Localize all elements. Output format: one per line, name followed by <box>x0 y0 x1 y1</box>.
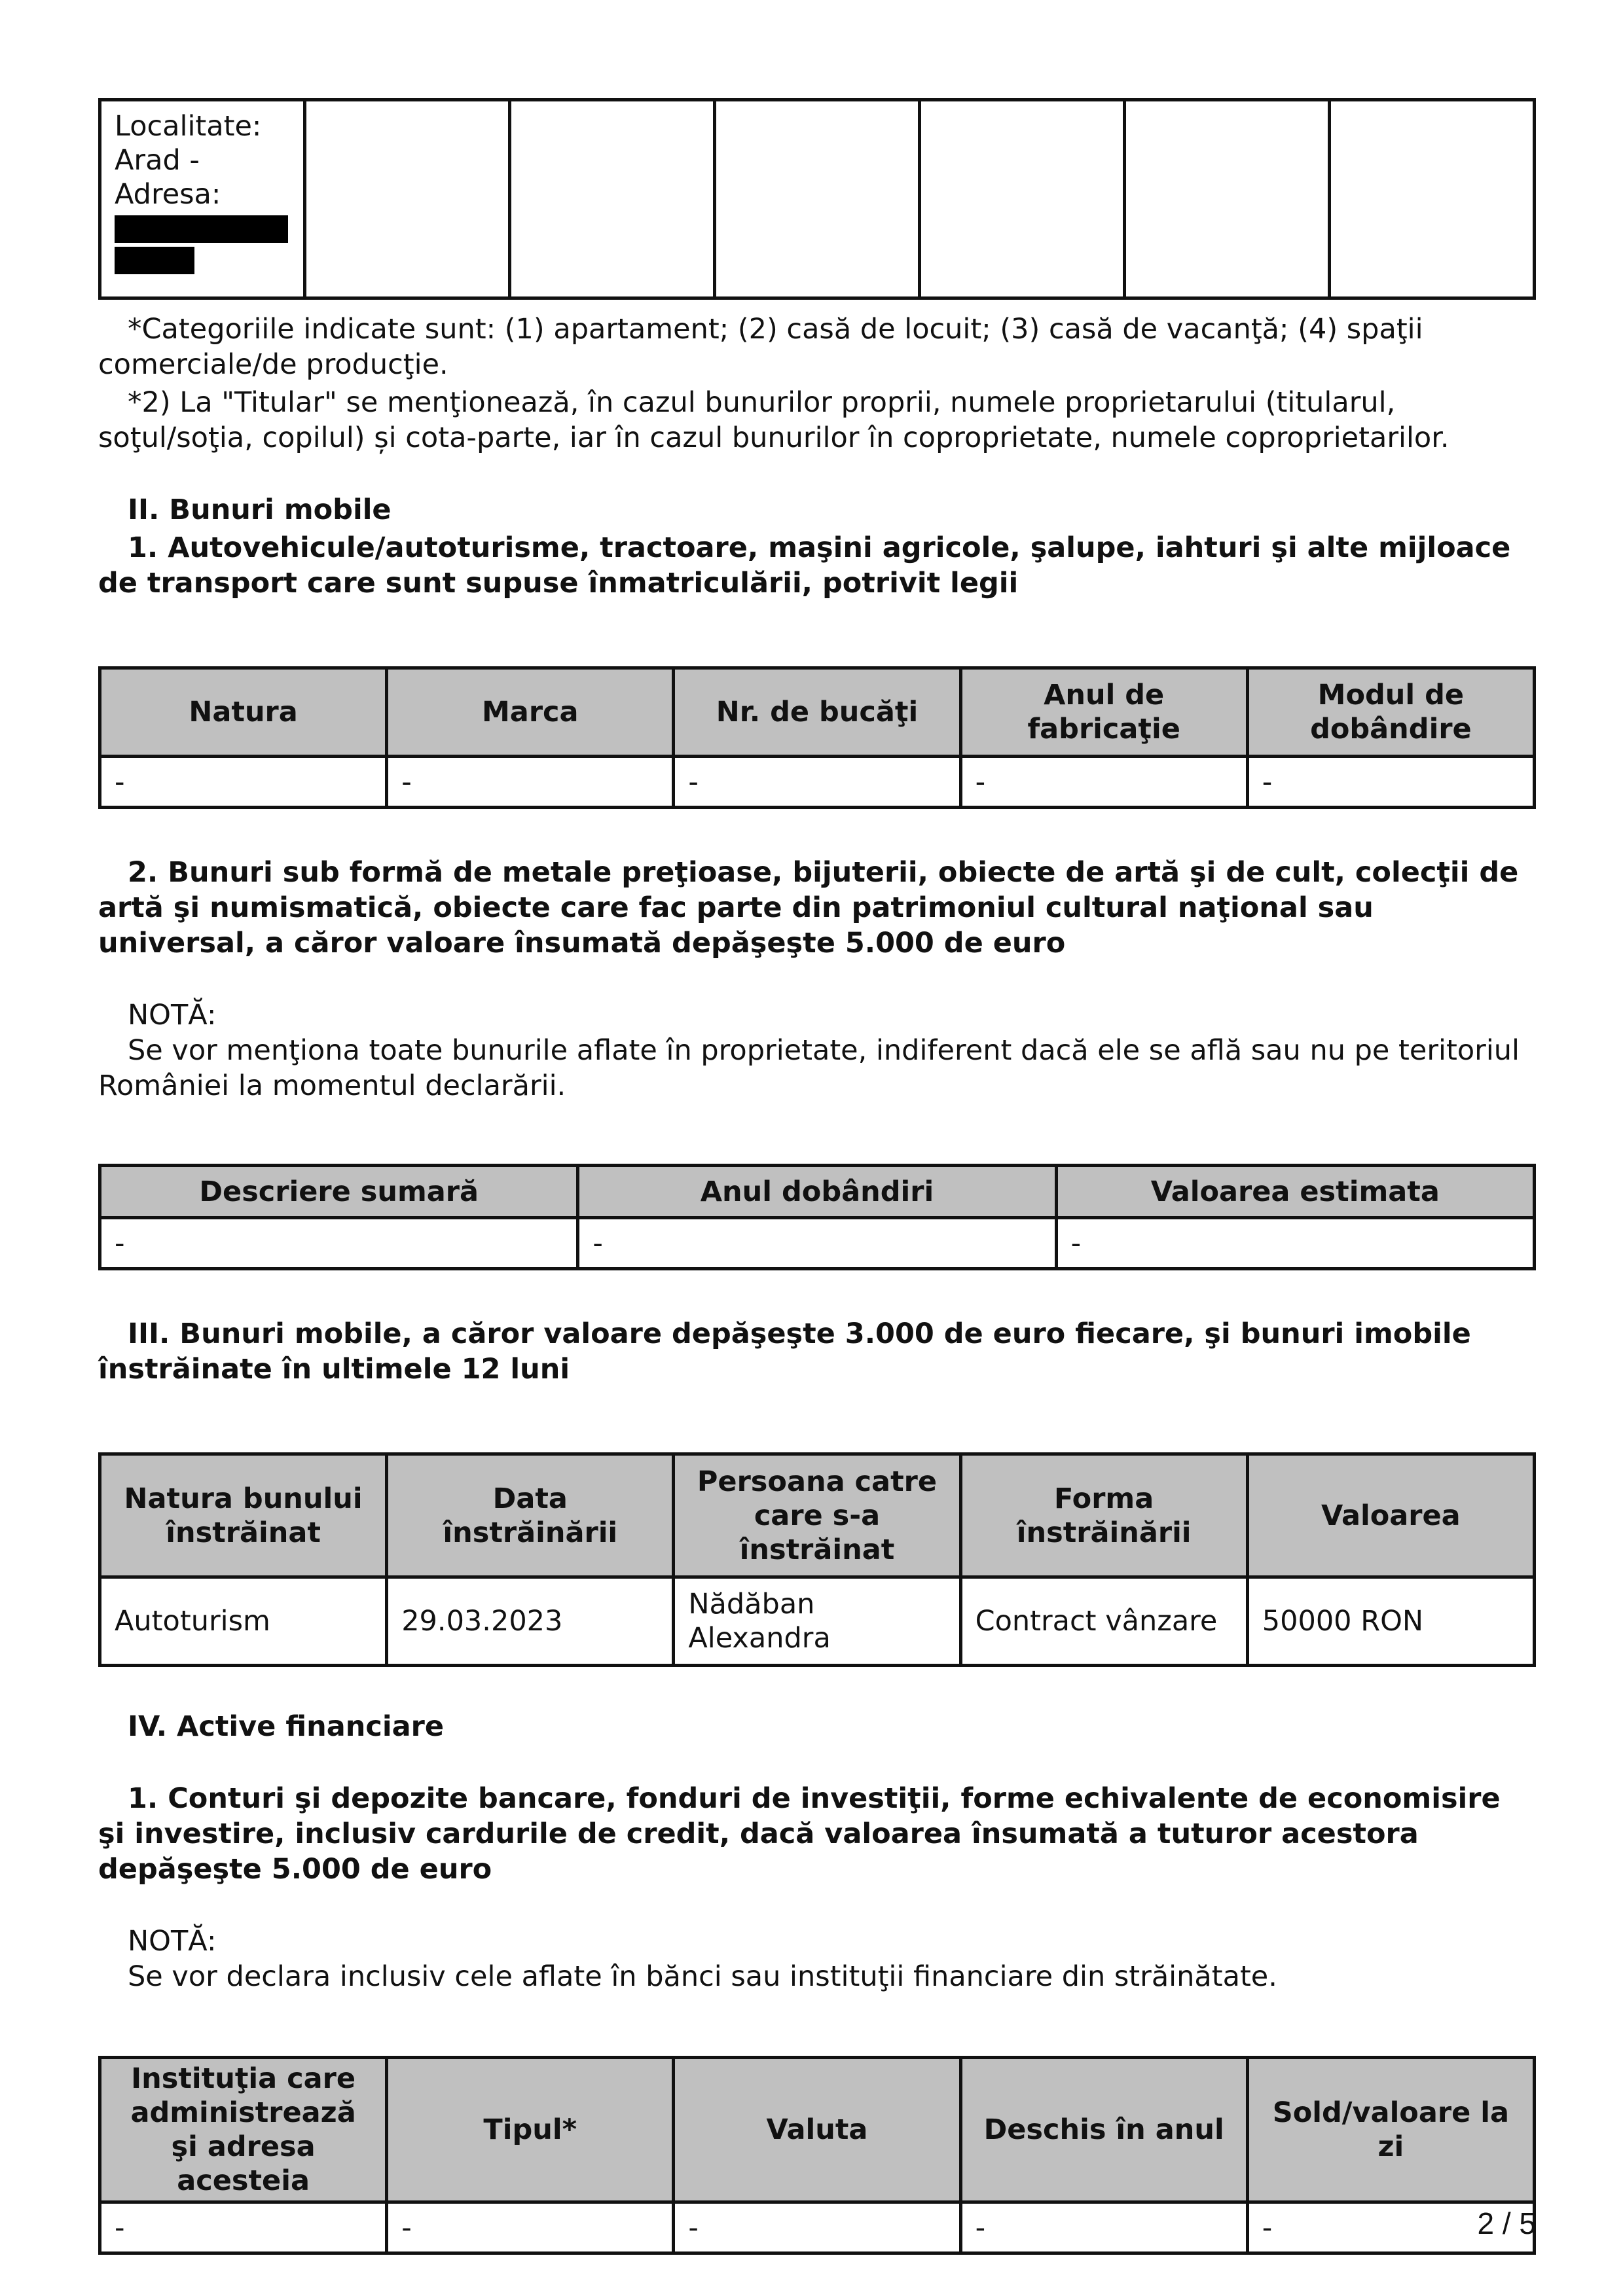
address-line: Localitate: <box>115 110 262 143</box>
section-title: II. Bunuri mobile <box>128 493 392 526</box>
column-header: Anul de fabricaţie <box>960 668 1247 757</box>
table-header-row <box>100 2058 1535 2202</box>
table-row <box>100 1577 1535 1666</box>
table-cell: - <box>100 1218 578 1269</box>
subsection-title: 2. Bunuri sub formă de metale preţioase, bijuterii, obiecte de artă şi de cult, colecţii de artă şi numismatică, obiecte care fac parte din patrimoniul cultural naţional sau universal, a căror valoare însumată depăşeşte 5.000 de euro <box>98 856 1519 960</box>
table-header-row <box>100 1166 1535 1218</box>
column-header: Deschis în anul <box>960 2058 1247 2202</box>
table-cell: - <box>674 2202 960 2253</box>
column-header: Persoana catre care s-a înstrăinat <box>674 1454 960 1577</box>
column-header: Marca <box>387 668 674 757</box>
table-cell: - <box>578 1218 1056 1269</box>
table-cell: - <box>1056 1218 1534 1269</box>
empty-cell <box>1125 100 1330 298</box>
section-title: IV. Active financiare <box>128 1710 444 1743</box>
nota-label: NOTĂ: <box>128 1925 217 1958</box>
column-header: Modul de dobândire <box>1247 668 1534 757</box>
empty-cell <box>305 100 510 298</box>
column-header: Anul dobândiri <box>578 1166 1056 1218</box>
subsection-title: 1. Conturi şi depozite bancare, fonduri de investiţii, forme echivalente de economisire şi investire, inclusiv cardurile de credit, dacă valoarea însumată a tuturor acestora depăşeşte 5.000 de euro <box>98 1782 1501 1886</box>
table-header-row <box>100 668 1535 757</box>
table-row <box>100 2202 1535 2253</box>
table-cell: Autoturism <box>100 1577 387 1666</box>
table-cell: 29.03.2023 <box>387 1577 674 1666</box>
table-cell: - <box>960 757 1247 808</box>
bank-accounts-table <box>98 2056 1536 2255</box>
redaction-bar <box>115 247 194 274</box>
table-cell: - <box>1247 757 1534 808</box>
nota-label: NOTĂ: <box>128 999 217 1031</box>
table-row <box>100 1218 1535 1269</box>
column-header: Natura bunului înstrăinat <box>100 1454 387 1577</box>
column-header: Nr. de bucăţi <box>674 668 960 757</box>
empty-cell <box>1330 100 1535 298</box>
table-row <box>100 100 1535 298</box>
alienated-goods-table <box>98 1452 1536 1667</box>
valuables-table <box>98 1164 1536 1270</box>
redaction-bar <box>115 215 288 243</box>
table-cell: - <box>100 757 387 808</box>
column-header: Valoarea <box>1247 1454 1534 1577</box>
real-estate-table-continued <box>98 98 1536 300</box>
table-cell: - <box>1247 2202 1534 2253</box>
address-cell <box>100 100 305 298</box>
note-categories: *Categoriile indicate sunt: (1) apartament; (2) casă de locuit; (3) casă de vacanţă; (4) spaţii comerciale/de producţie. <box>98 313 1423 381</box>
column-header: Sold/valoare la zi <box>1247 2058 1534 2202</box>
empty-cell <box>715 100 920 298</box>
address-line: Adresa: <box>115 178 221 211</box>
empty-cell <box>510 100 715 298</box>
subsection-title: 1. Autovehicule/autoturisme, tractoare, maşini agricole, şalupe, iahturi şi alte mijloace de transport care sunt supuse înmatriculării, potrivit legii <box>98 531 1511 600</box>
table-cell: - <box>387 757 674 808</box>
table-cell: Contract vânzare <box>960 1577 1247 1666</box>
column-header: Tipul* <box>387 2058 674 2202</box>
column-header: Instituţia care administrează şi adresa acesteia <box>100 2058 387 2202</box>
table-cell: - <box>674 757 960 808</box>
column-header: Natura <box>100 668 387 757</box>
address-line: Arad - <box>115 144 200 177</box>
section-title: III. Bunuri mobile, a căror valoare depăşeşte 3.000 de euro fiecare, şi bunuri imobile înstrăinate în ultimele 12 luni <box>98 1318 1471 1386</box>
note-titular: *2) La "Titular" se menţionează, în cazul bunurilor proprii, numele proprietarului (titularul, soţul/soţia, copilul) și cota-parte, iar în cazul bunurilor în coproprietate, numele coproprietarilor. <box>98 386 1450 454</box>
column-header: Valuta <box>674 2058 960 2202</box>
vehicles-table <box>98 666 1536 809</box>
table-cell: Nădăban Alexandra <box>674 1577 960 1666</box>
table-row <box>100 757 1535 808</box>
table-header-row <box>100 1454 1535 1577</box>
nota-text: Se vor menţiona toate bunurile aflate în proprietate, indiferent dacă ele se află sau nu pe teritoriul României la momentul declarării. <box>98 1034 1520 1102</box>
table-cell: - <box>960 2202 1247 2253</box>
table-cell: - <box>387 2202 674 2253</box>
document-page <box>98 98 1536 2255</box>
nota-text: Se vor declara inclusiv cele aflate în bănci sau instituţii financiare din străinătate. <box>128 1960 1277 1993</box>
column-header: Forma înstrăinării <box>960 1454 1247 1577</box>
column-header: Data înstrăinării <box>387 1454 674 1577</box>
column-header: Descriere sumară <box>100 1166 578 1218</box>
page-number: 2 / 5 <box>1477 2206 1536 2240</box>
empty-cell <box>920 100 1125 298</box>
table-cell: 50000 RON <box>1247 1577 1534 1666</box>
column-header: Valoarea estimata <box>1056 1166 1534 1218</box>
table-cell: - <box>100 2202 387 2253</box>
